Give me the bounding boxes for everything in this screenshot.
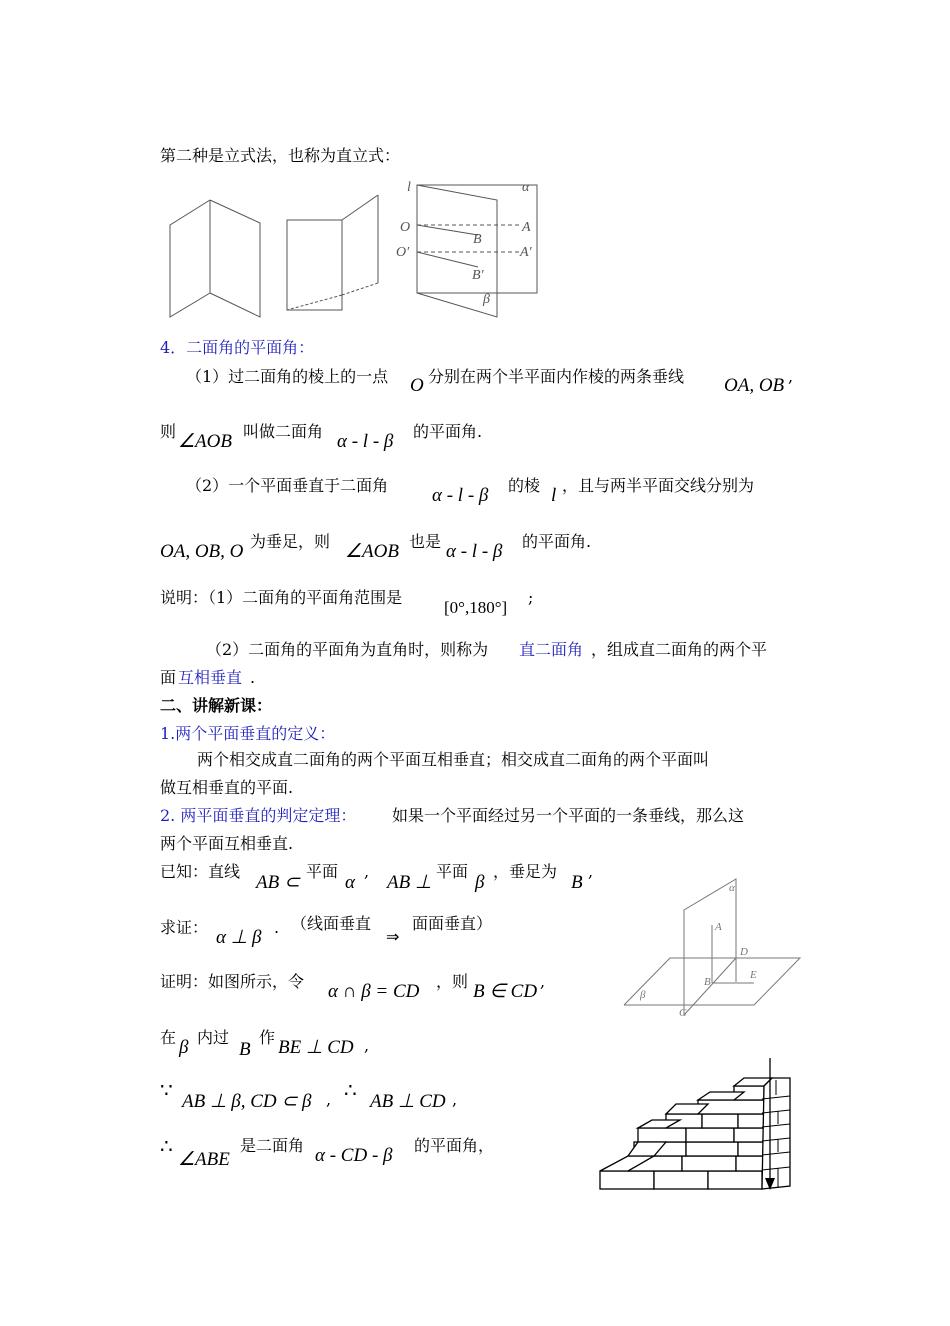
math-ABperp: AB ⊥ bbox=[387, 872, 432, 893]
math-ABperpbCDsub: AB ⊥ β, CD ⊂ β bbox=[182, 1091, 312, 1112]
definition-text-2: 做互相垂直的平面. bbox=[160, 778, 294, 797]
therefore-symbol: ∴ bbox=[344, 1078, 357, 1102]
upright-sketch bbox=[287, 195, 378, 310]
text-l19a: 在 bbox=[160, 1028, 177, 1047]
text-l9c: . bbox=[250, 668, 256, 687]
label-C: C bbox=[679, 1007, 687, 1019]
math-beta: β bbox=[475, 872, 485, 893]
math-ABsub: AB ⊂ bbox=[256, 872, 300, 893]
comma-7: , bbox=[452, 1090, 458, 1109]
math-ABperpCD: AB ⊥ CD bbox=[370, 1091, 446, 1112]
text-l5b: 的棱 bbox=[508, 476, 541, 495]
math-aCDb: α - CD - β bbox=[315, 1145, 393, 1166]
comma-6: , bbox=[326, 1090, 332, 1109]
text-l4c: 的平面角. bbox=[413, 422, 483, 441]
text-l16d: ，垂足为 bbox=[493, 862, 558, 881]
label-beta: β bbox=[483, 292, 490, 307]
label-beta-2: β bbox=[640, 989, 646, 1001]
text-l4b: 叫做二面角 bbox=[243, 422, 324, 441]
period: . bbox=[274, 918, 280, 937]
label-D: D bbox=[740, 946, 748, 958]
label-E: E bbox=[750, 969, 757, 981]
text-l16b: 平面 bbox=[306, 862, 339, 881]
math-BEperpCD: BE ⊥ CD bbox=[278, 1037, 354, 1058]
label-A-2: A bbox=[715, 921, 722, 933]
math-range: [0°,180°] bbox=[444, 598, 508, 617]
math-O: O bbox=[410, 375, 424, 396]
math-acapb: α ∩ β = CD bbox=[328, 981, 420, 1002]
perpendicular-planes-figure bbox=[624, 875, 804, 1020]
text-l6b: 也是 bbox=[409, 532, 442, 551]
text-l4a: 则 bbox=[160, 422, 177, 441]
math-OAOBO: OA, OB, O bbox=[160, 541, 244, 562]
text-l17b: （线面垂直 bbox=[291, 914, 372, 933]
label-l: l bbox=[407, 180, 411, 195]
label-B: B bbox=[473, 232, 482, 247]
text-l3a: （1）过二面角的棱上的一点 bbox=[186, 367, 389, 386]
math-implies: ⇒ bbox=[386, 929, 400, 946]
text-l5c: ，且与两半平面交线分别为 bbox=[562, 476, 755, 495]
theorem-text-2: 两个平面互相垂直. bbox=[160, 834, 294, 853]
text-l6a: 为垂足，则 bbox=[250, 532, 331, 551]
text-l19c: 作 bbox=[259, 1028, 276, 1047]
plane-alpha bbox=[684, 879, 736, 1015]
label-alpha: α bbox=[522, 180, 530, 195]
math-B: B bbox=[571, 872, 583, 893]
comma-2: , bbox=[364, 862, 370, 881]
text-l16c: 平面 bbox=[436, 862, 469, 881]
text-l18a: 证明：如图所示，令 bbox=[160, 972, 305, 991]
theorem-text-1: 如果一个平面经过另一个平面的一条垂线，那么这 bbox=[392, 806, 745, 825]
math-alpha: α bbox=[345, 872, 355, 893]
comma: , bbox=[788, 367, 794, 386]
text-l16a: 已知：直线 bbox=[160, 862, 241, 881]
text-l3b: 分别在两个半平面内作棱的两条垂线 bbox=[428, 367, 685, 386]
label-O: O bbox=[400, 220, 411, 235]
label-alpha-2: α bbox=[729, 882, 735, 894]
label-A-prime: A′ bbox=[520, 245, 532, 260]
because-symbol: ∵ bbox=[160, 1078, 173, 1102]
definition-text-1: 两个相交成直二面角的两个平面互相垂直；相交成直二面角的两个平面叫 bbox=[197, 750, 710, 769]
theorem-heading: 2. 两平面垂直的判定定理： bbox=[160, 806, 357, 825]
math-OAOB: OA, OB bbox=[724, 375, 785, 396]
math-alb-3: α - l - β bbox=[446, 541, 503, 562]
comma-4: , bbox=[540, 972, 546, 991]
comma-3: , bbox=[588, 862, 594, 881]
math-alb-2: α - l - β bbox=[432, 485, 489, 506]
text-l6c: 的平面角. bbox=[522, 532, 592, 551]
term-right-dihedral: 直二面角 bbox=[519, 640, 584, 659]
plane-angle-sketch bbox=[417, 185, 537, 317]
dihedral-figures bbox=[160, 175, 550, 325]
label-O-prime: O′ bbox=[396, 245, 410, 260]
math-BinCD: B ∈ CD bbox=[473, 981, 538, 1002]
section-heading-new-lesson: 二、讲解新课： bbox=[160, 696, 273, 715]
text-l19b: 内过 bbox=[197, 1028, 230, 1047]
math-aperpb: α ⊥ β bbox=[216, 927, 262, 948]
term-perpendicular: 互相垂直 bbox=[178, 668, 243, 687]
text-l17a: 求证： bbox=[160, 918, 209, 937]
math-beta-2: β bbox=[179, 1037, 189, 1058]
open-book-sketch bbox=[170, 200, 260, 317]
definition-heading: 1.两个平面垂直的定义： bbox=[160, 724, 336, 743]
section-4-heading: 4．二面角的平面角： bbox=[160, 338, 315, 357]
label-A: A bbox=[522, 220, 531, 235]
text-l8a: （2）二面角的平面角为直角时，则称为 bbox=[206, 640, 489, 659]
brick-wall-figure bbox=[598, 1058, 803, 1193]
math-l: l bbox=[551, 485, 557, 506]
text-l8c: ，组成直二面角的两个平 bbox=[591, 640, 768, 659]
text-l7a: 说明：（1）二面角的平面角范围是 bbox=[160, 588, 403, 607]
semicolon: ; bbox=[528, 588, 534, 607]
math-angleAOB-2: ∠AOB bbox=[345, 541, 399, 562]
math-angleABE: ∠ABE bbox=[178, 1149, 230, 1170]
label-B-prime: B′ bbox=[472, 268, 484, 283]
therefore-symbol-2: ∴ bbox=[160, 1134, 173, 1158]
math-angleAOB: ∠AOB bbox=[178, 431, 232, 452]
text-l22b: 的平面角， bbox=[414, 1136, 495, 1155]
text-l5a: （2）一个平面垂直于二面角 bbox=[186, 476, 389, 495]
text-l18b: ，则 bbox=[436, 972, 469, 991]
text-l9a: 面 bbox=[160, 668, 177, 687]
text-l22a: 是二面角 bbox=[240, 1136, 305, 1155]
math-alb: α - l - β bbox=[337, 431, 394, 452]
text-l17c: 面面垂直） bbox=[412, 914, 493, 933]
math-B-2: B bbox=[239, 1039, 251, 1060]
label-B-2: B bbox=[704, 976, 711, 988]
comma-5: , bbox=[364, 1036, 370, 1055]
intro-vertical-method: 第二种是立式法，也称为直立式： bbox=[160, 146, 401, 165]
